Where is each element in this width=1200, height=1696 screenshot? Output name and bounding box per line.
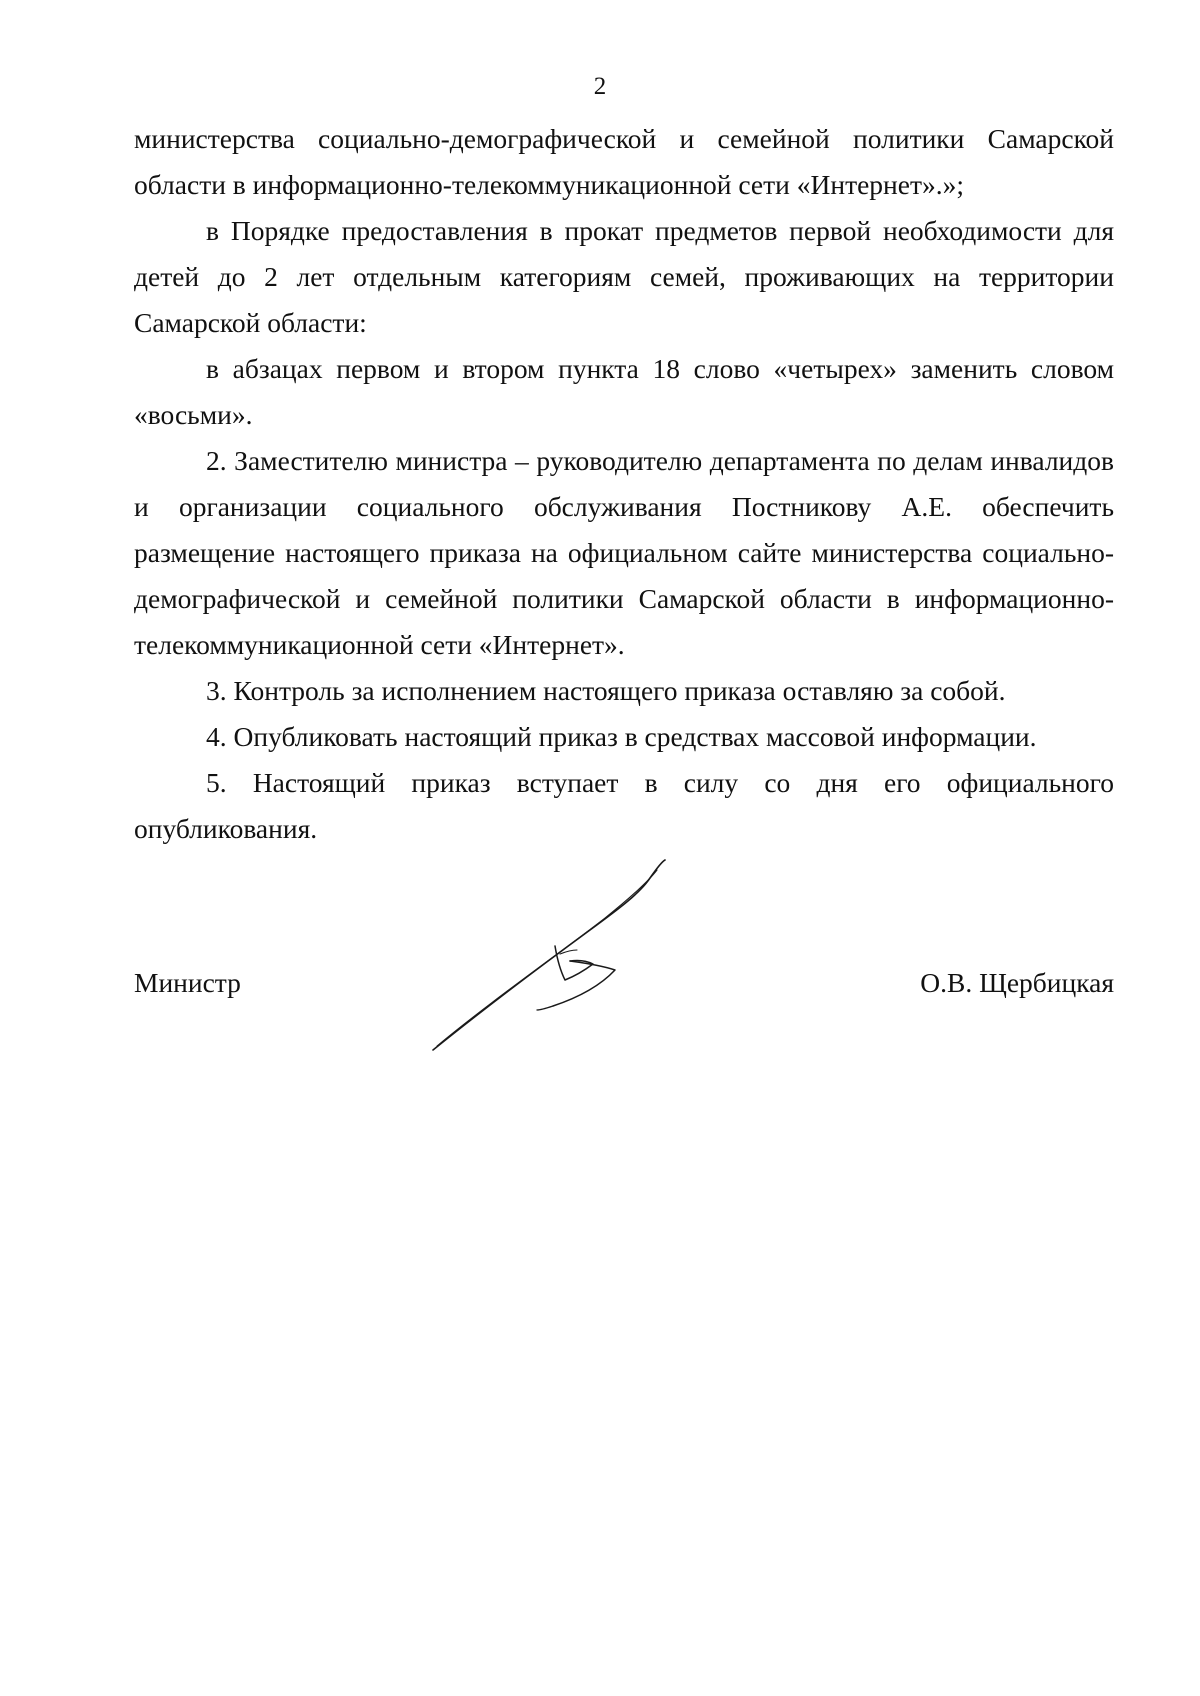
paragraph-item-4: 4. Опубликовать настоящий приказ в средствах массовой информации. (206, 721, 1037, 752)
paragraph-continuation: министерства социально-демографической и семейной политики Самарской области в информационно-телекоммуникационной сети «Интернет».»; (134, 123, 1114, 200)
paragraph-item-5: 5. Настоящий приказ вступает в силу со дня его официального опубликования. (134, 767, 1114, 844)
paragraph-rental-procedure: в Порядке предоставления в прокат предметов первой необходимости для детей до 2 лет отдельным категориям семей, проживающих на территории Самарской области: (134, 215, 1114, 338)
signer-position: Министр (134, 967, 241, 998)
paragraph-item-2: 2. Заместителю министра – руководителю департамента по делам инвалидов и организации социального обслуживания Постникову А.Е. обеспечить размещение настоящего приказа на официальном сайте министерства социально-демографической и семейной политики Самарской области в информационно-телекоммуникационной сети «Интернет». (134, 445, 1114, 660)
paragraph-point-18-amendment: в абзацах первом и втором пункта 18 слово «четырех» заменить словом «восьми». (134, 353, 1114, 430)
paragraph-item-3: 3. Контроль за исполнением настоящего приказа оставляю за собой. (206, 675, 1006, 706)
page-number: 2 (593, 73, 607, 100)
handwritten-signature (425, 858, 715, 1058)
signer-name: О.В. Щербицкая (920, 967, 1114, 998)
document-body (134, 116, 1114, 852)
